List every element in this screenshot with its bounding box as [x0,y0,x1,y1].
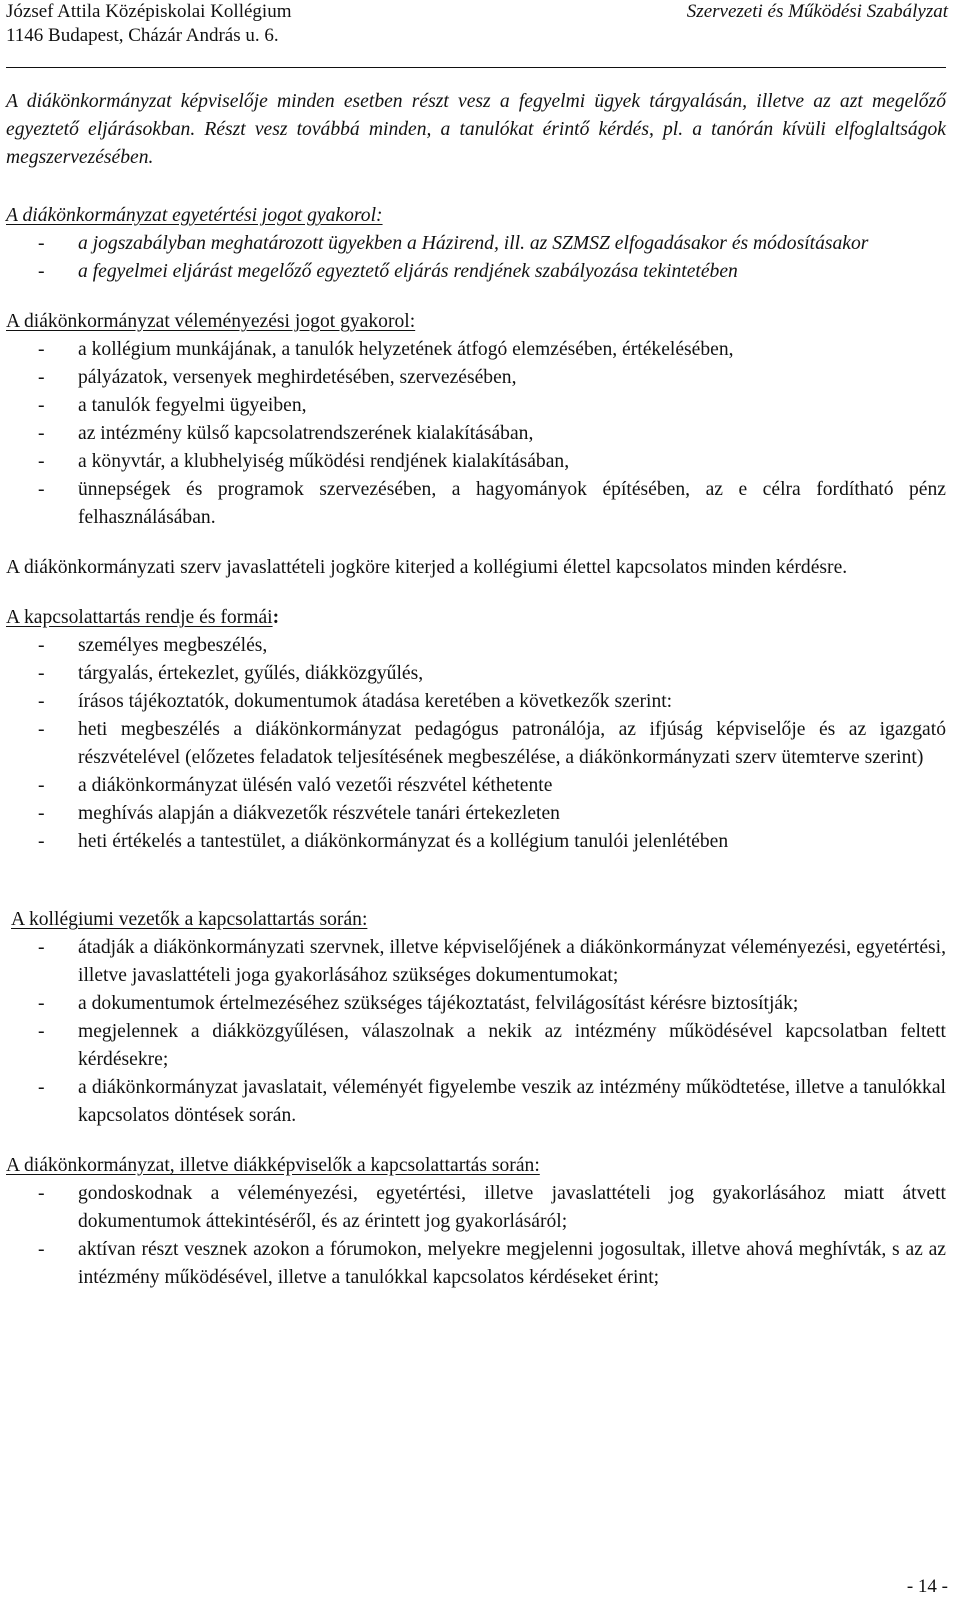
opinion-heading: A diákönkormányzat véleményezési jogot gyakorol: [6,311,416,332]
contact-heading: A kapcsolattartás rendje és formái: [6,607,280,628]
proposal-paragraph: A diákönkormányzati szerv javaslattételi jogköre kiterjed a kollégiumi élettel kapcsolatos minden kérdésre. [6,557,848,578]
list-item: - heti megbeszélés a diákönkormányzat pedagógus patronálója, az ifjúság képviselője és az igazgató részvételével (előzetes feladatok teljesítésének megbeszélése, a diákönkormányzati szerv ütemterve szerint) [38,719,946,768]
list-item: - a fegyelmei eljárást megelőző egyeztető eljárás rendjének szabályozása tekintetében [38,261,738,282]
document-body [6,88,946,1292]
list-item: - meghívás alapján a diákvezetők részvétele tanári értekezleten [38,803,560,824]
list-item: - megjelennek a diákközgyűlésen, válaszolnak a nekik az intézmény működésével kapcsolatban feltett kérdésekre; [38,1021,946,1070]
students-heading: A diákönkormányzat, illetve diákképviselők a kapcsolattartás során: [6,1155,540,1176]
list-item: - a dokumentumok értelmezéséhez szükséges tájékoztatást, felvilágosítást kérésre biztosítják; [38,993,799,1014]
list-item: - gondoskodnak a véleményezési, egyetértési, illetve javaslattételi jog gyakorlásához miatt átvett dokumentumok áttekintéséről, és az érintett jog gyakorlásáról; [38,1183,946,1232]
list-item: - tárgyalás, értekezlet, gyűlés, diákközgyűlés, [38,663,424,684]
intro-paragraph: A diákönkormányzat képviselője minden esetben részt vesz a fegyelmi ügyek tárgyalásán, illetve az azt megelőző egyeztető eljárásokban. Részt vesz továbbá minden, a tanulókat érintő kérdés, pl. a tanórán kívüli elfoglaltságok megszervezésében. [6,91,946,168]
header-rule [6,67,946,68]
list-item: - személyes megbeszélés, [38,635,268,656]
consent-list [6,230,946,286]
list-item: - a kollégium munkájának, a tanulók helyzetének átfogó elemzésében, értékelésében, [38,339,734,360]
list-item: - a diákönkormányzat javaslatait, véleményét figyelembe veszik az intézmény működtetése, illetve a tanulókkal kapcsolatos döntések során. [38,1077,946,1126]
opinion-list [6,336,946,532]
page-number: - 14 - [906,1576,948,1597]
leaders-heading: A kollégiumi vezetők a kapcsolattartás során: [11,909,368,930]
list-item: - pályázatok, versenyek meghirdetésében, szervezésében, [38,367,517,388]
list-item: - a jogszabályban meghatározott ügyekben a Házirend, ill. az SZMSZ elfogadásakor és módosításakor [38,233,869,254]
header-institution: József Attila Középiskolai Kollégium [6,1,292,22]
leaders-list [6,934,946,1130]
list-item: - a tanulók fegyelmi ügyeiben, [38,395,307,416]
list-item: - az intézmény külső kapcsolatrendszerének kialakításában, [38,423,534,444]
contact-list [6,632,946,856]
header-address: 1146 Budapest, Cházár András u. 6. [6,25,279,46]
list-item: - a könyvtár, a klubhelyiség működési rendjének kialakításában, [38,451,570,472]
list-item: - heti értékelés a tantestület, a diákönkormányzat és a kollégium tanulói jelenlétében [38,831,729,852]
list-item: - átadják a diákönkormányzati szervnek, illetve képviselőjének a diákönkormányzat véleményezési, egyetértési, illetve javaslattételi joga gyakorlásához szükséges dokumentumokat; [38,937,946,986]
page-header [6,0,948,48]
list-item: - ünnepségek és programok szervezésében, a hagyományok építésében, az e célra fordítható pénz felhasználásában. [38,479,946,528]
header-document-title: Szervezeti és Működési Szabályzat [686,1,948,22]
students-list [6,1180,946,1292]
list-item: - a diákönkormányzat ülésén való vezetői részvétel kéthetente [38,775,553,796]
list-item: - írásos tájékoztatók, dokumentumok átadása keretében a következők szerint: [38,691,673,712]
list-item: - aktívan részt vesznek azokon a fórumokon, melyekre megjelenni jogosultak, illetve ahová meghívták, s az az intézmény működésével, illetve a tanulókkal kapcsolatos kérdéseket érint; [38,1239,946,1288]
consent-heading: A diákönkormányzat egyetértési jogot gyakorol: [6,205,383,226]
